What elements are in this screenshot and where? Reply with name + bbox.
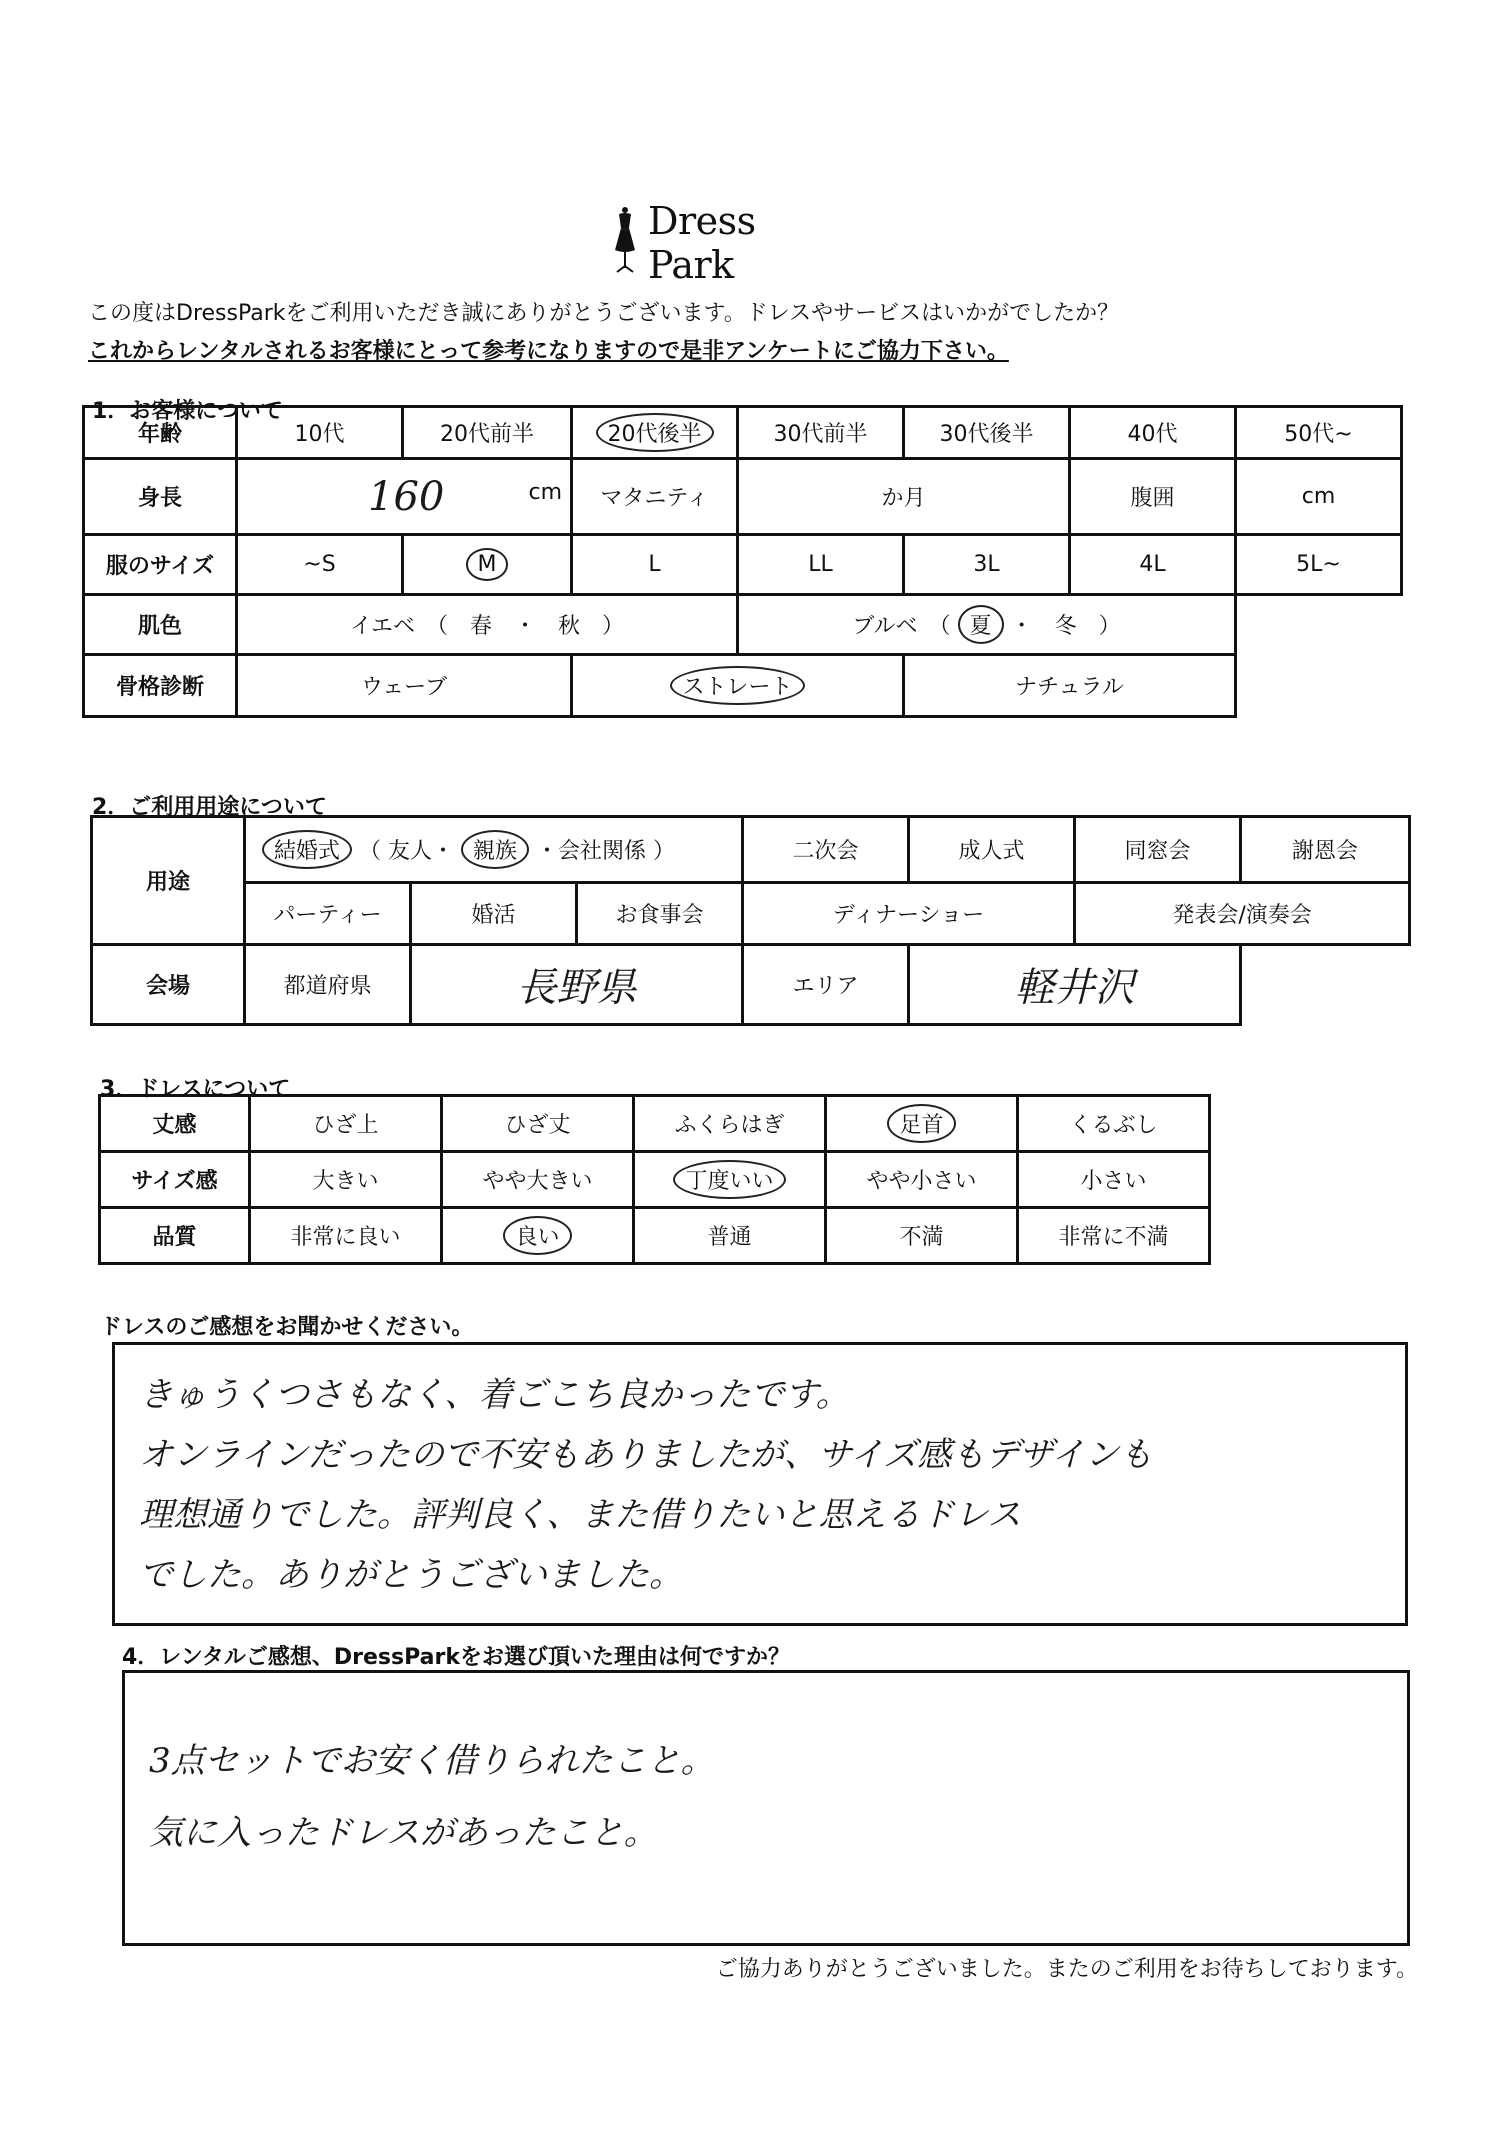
fit-row [100, 1152, 1210, 1208]
frame-option: ナチュラル [904, 655, 1236, 717]
selected-circle: 結婚式 [262, 830, 352, 869]
skin-row [84, 595, 1402, 655]
impression-line: オンラインだったので不安もありましたが、サイズ感もデザインも [139, 1435, 1153, 1475]
selected-circle: M [466, 548, 509, 581]
length-label: 丈感 [100, 1096, 250, 1152]
venue-label: 会場 [92, 945, 245, 1025]
dress-form-icon [610, 206, 640, 280]
maternity-months: か月 [738, 459, 1070, 535]
selected-circle: 足首 [887, 1104, 955, 1143]
quality-option: 非常に良い [250, 1208, 442, 1264]
impression-box [112, 1342, 1408, 1626]
age-option-selected [572, 407, 738, 459]
purpose-option: 同窓会 [1075, 817, 1241, 883]
size-option: 3L [904, 535, 1070, 595]
fit-label: サイズ感 [100, 1152, 250, 1208]
purpose-option: パーティー [245, 883, 411, 945]
size-option: LL [738, 535, 904, 595]
age-option: 20代前半 [403, 407, 572, 459]
height-unit: cm [528, 479, 562, 505]
dress-table [98, 1094, 1211, 1265]
reason-box [122, 1670, 1410, 1946]
length-option: ひざ丈 [442, 1096, 634, 1152]
purpose-label: 用途 [92, 817, 245, 945]
section2-title: 2．ご利用用途について [92, 795, 327, 820]
empty-cell [1236, 655, 1402, 717]
venue-row [92, 945, 1410, 1025]
size-label: 服のサイズ [84, 535, 237, 595]
skin-blue [738, 595, 1236, 655]
height-row [84, 459, 1402, 535]
purpose-table [90, 815, 1411, 1026]
logo-text: Dress Park [648, 199, 756, 287]
age-option: 30代前半 [738, 407, 904, 459]
wedding-open: （ 友人・ [359, 839, 455, 864]
section1-title: 1．お客様について [92, 399, 283, 424]
frame-row [84, 655, 1402, 717]
quality-option: 非常に不満 [1018, 1208, 1210, 1264]
age-label: 年齢 [84, 407, 237, 459]
impression-line: きゅうくつさもなく、着ごこち良かったです。 [139, 1375, 850, 1415]
skin-blue-suffix: ・ 冬 ） [1010, 614, 1121, 639]
frame-option-selected [572, 655, 904, 717]
skin-yellow: イエベ （ 春 ・ 秋 ） [237, 595, 738, 655]
empty-cell [1236, 595, 1402, 655]
selected-circle: ストレート [670, 666, 804, 705]
impression-line: 理想通りでした。評判良く、また借りたいと思えるドレス [139, 1495, 1022, 1535]
section3-title: 3．ドレスについて [100, 1077, 291, 1102]
age-option: 50代~ [1236, 407, 1402, 459]
closing-text: ご協力ありがとうございました。またのご利用をお待ちしております。 [715, 1957, 1418, 1982]
height-value: 160 [368, 473, 445, 520]
height-field [237, 459, 572, 535]
empty-cell [1241, 945, 1410, 1025]
purpose-option: お食事会 [577, 883, 743, 945]
purpose-option: 成人式 [909, 817, 1075, 883]
size-option-selected [403, 535, 572, 595]
area-label: エリア [743, 945, 909, 1025]
wedding-option [245, 817, 743, 883]
customer-table [82, 405, 1403, 718]
purpose-option: 二次会 [743, 817, 909, 883]
intro-request: これからレンタルされるお客様にとって参考になりますので是非アンケートにご協力下さい。 [88, 339, 1009, 364]
fit-option: やや大きい [442, 1152, 634, 1208]
length-row [100, 1096, 1210, 1152]
size-row [84, 535, 1402, 595]
size-option: ~S [237, 535, 403, 595]
prefecture-value: 長野県 [411, 945, 743, 1025]
fit-option-selected [634, 1152, 826, 1208]
section4-title: 4．レンタルご感想、DressParkをお選び頂いた理由は何ですか？ [122, 1645, 790, 1670]
frame-label: 骨格診断 [84, 655, 237, 717]
quality-row [100, 1208, 1210, 1264]
impression-line: でした。ありがとうございました。 [139, 1555, 683, 1595]
length-option: ひざ上 [250, 1096, 442, 1152]
size-option: L [572, 535, 738, 595]
selected-circle: 20代後半 [596, 413, 714, 452]
selected-circle: 親族 [461, 830, 529, 869]
brand-logo [610, 198, 850, 288]
size-option: 4L [1070, 535, 1236, 595]
skin-label: 肌色 [84, 595, 237, 655]
purpose-option: 発表会/演奏会 [1075, 883, 1410, 945]
purpose-option: 謝恩会 [1241, 817, 1410, 883]
length-option: くるぶし [1018, 1096, 1210, 1152]
age-option: 40代 [1070, 407, 1236, 459]
reason-text [125, 1673, 1407, 1869]
area-value: 軽井沢 [909, 945, 1241, 1025]
purpose-row-2 [92, 883, 1410, 945]
frame-option: ウェーブ [237, 655, 572, 717]
length-option-selected [826, 1096, 1018, 1152]
age-option: 10代 [237, 407, 403, 459]
purpose-option: 婚活 [411, 883, 577, 945]
purpose-row-1 [92, 817, 1410, 883]
reason-line: 3点セットでお安く借りられたこと。 [149, 1741, 715, 1781]
skin-blue-prefix: ブルベ （ [852, 614, 951, 639]
waist-label: 腹囲 [1070, 459, 1236, 535]
maternity-label: マタニティ [572, 459, 738, 535]
purpose-option: ディナーショー [743, 883, 1075, 945]
quality-option: 不満 [826, 1208, 1018, 1264]
size-option: 5L~ [1236, 535, 1402, 595]
waist-unit: cm [1236, 459, 1402, 535]
selected-circle: 良い [503, 1216, 571, 1255]
wedding-rest: ・会社関係 ） [536, 839, 676, 864]
height-label: 身長 [84, 459, 237, 535]
fit-option: 小さい [1018, 1152, 1210, 1208]
selected-circle: 夏 [958, 605, 1004, 644]
quality-option-selected [442, 1208, 634, 1264]
age-option: 30代後半 [904, 407, 1070, 459]
selected-circle: 丁度いい [673, 1160, 785, 1199]
impression-text [115, 1345, 1405, 1605]
age-row [84, 407, 1402, 459]
quality-label: 品質 [100, 1208, 250, 1264]
quality-option: 普通 [634, 1208, 826, 1264]
prefecture-label: 都道府県 [245, 945, 411, 1025]
length-option: ふくらはぎ [634, 1096, 826, 1152]
intro-text: この度はDressParkをご利用いただき誠にありがとうございます。ドレスやサービスはいかがでしたか？ [88, 301, 1120, 326]
fit-option: やや小さい [826, 1152, 1018, 1208]
reason-line: 気に入ったドレスがあったこと。 [149, 1813, 658, 1853]
fit-option: 大きい [250, 1152, 442, 1208]
impression-title: ドレスのご感想をお聞かせください。 [100, 1315, 474, 1340]
